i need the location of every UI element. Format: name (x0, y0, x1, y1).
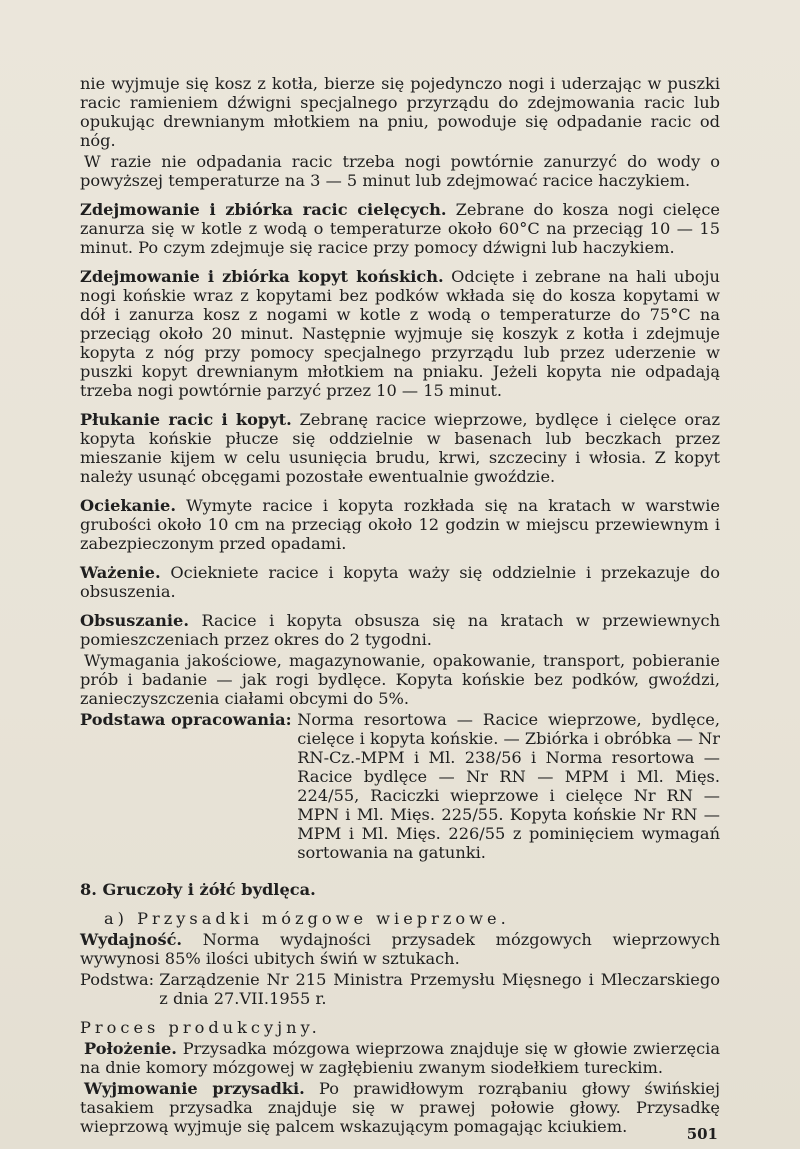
paragraph-text: Norma wydajności przysadek mózgowych wieprzowych wywynosi 85% ilości ubitych świń w sztukach. (80, 930, 720, 968)
paragraph-text: Zebranę racice wieprzowe, bydlęce i cielęce oraz kopyta końskie płucze się oddzielnie w basenach lub beczkach przez mieszanie kijem w celu usunięcia brudu, krwi, szczeciny i włosia. Z kopyt należy usunąć obcęgami pozostałe ewentualnie gwoździe. (80, 410, 720, 486)
paragraph-text: Ociekniete racice i kopyta waży się oddzielnie i przekazuje do obsuszenia. (80, 563, 720, 601)
paragraph-heading: Ważenie. (80, 563, 161, 582)
paragraph-heading: Obsuszanie. (80, 611, 189, 630)
paragraph-heading: Wyjmowanie przysadki. (84, 1079, 305, 1098)
paragraph-heading: Płukanie racic i kopyt. (80, 410, 292, 429)
paragraph-rinsing (80, 410, 720, 486)
section-title (80, 880, 720, 899)
paragraph-text: Wymagania jakościowe, magazynowanie, opakowanie, transport, pobieranie prób i badanie — jak rogi bydlęce. Kopyta końskie bez podków, gwoździ, zanieczyszczenia ciałami obcymi do 5%. (80, 651, 720, 708)
paragraph-text: Przysadka mózgowa wieprzowa znajduje się w głowie zwierzęcia na dnie komory mózgowej w zagłębieniu zwanym siodełkiem tureckim. (80, 1039, 720, 1077)
paragraph-text: W razie nie odpadania racic trzeba nogi powtórnie zanurzyć do wody o powyższej temperaturze na 3 — 5 minut lub zdejmować racice haczykiem. (80, 152, 720, 190)
paragraph-requirements (80, 651, 720, 708)
page-number: 501 (686, 1125, 718, 1143)
paragraph-yield (80, 930, 720, 968)
section-title-text: 8. Gruczoły i żółć bydlęca. (80, 880, 316, 899)
paragraph-text: Racice i kopyta obsusza się na kratach w przewiewnych pomieszczeniach przez okres do 2 tygodni. (80, 611, 720, 649)
basis-decree-text: Zarządzenie Nr 215 Ministra Przemysłu Mięsnego i Mleczarskiego z dnia 27.VII.1955 r. (159, 970, 720, 1008)
paragraph-draining (80, 496, 720, 553)
process-title-text: Proces produkcyjny. (80, 1018, 321, 1037)
paragraph-position (80, 1039, 720, 1077)
paragraph-heading: Zdejmowanie i zbiórka kopyt końskich. (80, 267, 444, 286)
basis-text: Norma resortowa — Racice wieprzowe, bydlęce, cielęce i kopyta końskie. — Zbiórka i obróbka — Nr RN-Cz.-MPM i Ml. 238/56 i Norma resortowa — Racice bydlęce — Nr RN — MPM i Ml. Mięs. 224/55, Raciczki wieprzowe i cielęce Nr RN — MPN i Ml. Mięs. 225/55. Kopyta końskie Nr RN — MPM i Ml. Mięs. 226/55 z pominięciem wymagań sortowania na gatunki. (297, 710, 720, 862)
basis-of-elaboration (80, 710, 720, 862)
basis-decree (80, 970, 720, 1008)
subsection-title-text: a) Przysadki mózgowe wieprzowe. (104, 909, 510, 928)
paragraph-heading: Zdejmowanie i zbiórka racic cielęcych. (80, 200, 447, 219)
paragraph-removal (80, 1079, 720, 1136)
process-title (80, 1018, 720, 1037)
paragraph-calf-hooves (80, 200, 720, 257)
paragraph-text: Odcięte i zebrane na hali uboju nogi końskie wraz z kopytami bez podków wkłada się do kosza kopytami w dół i zanurza kosz z nogami w kotle z wodą o temperaturze do 75°C na przeciąg około 20 minut. Następnie wyjmuje się koszyk z kotła i zdejmuje kopyta z nóg przy pomocy specjalnego przyrządu lub przez uderzenie w puszki kopyt drewnianym młotkiem na pniaku. Jeżeli kopyta nie odpadają trzeba nogi powtórnie parzyć przez 10 — 15 minut. (80, 267, 720, 400)
basis-decree-label: Podstwa: (80, 970, 160, 989)
paragraph-continuation (80, 74, 720, 150)
paragraph-weighing (80, 563, 720, 601)
basis-label: Podstawa opracowania: (80, 710, 298, 729)
paragraph-heading: Położenie. (84, 1039, 177, 1058)
paragraph-text: Zebrane do kosza nogi cielęce zanurza się w kotle z wodą o temperaturze około 60°C na przeciąg 10 — 15 minut. Po czym zdejmuje się racice przy pomocy dźwigni lub haczykiem. (80, 200, 720, 257)
paragraph-text: nie wyjmuje się kosz z kotła, bierze się pojedynczo nogi i uderzając w puszki racic ramieniem dźwigni specjalnego przyrządu do zdejmowania racic lub opukując drewnianym młotkiem na pniu, powoduje się odpadanie racic od nóg. (80, 74, 720, 150)
paragraph-horse-hooves (80, 267, 720, 400)
paragraph-drying (80, 611, 720, 649)
paragraph-text: Wymyte racice i kopyta rozkłada się na kratach w warstwie grubości około 10 cm na przeciąg około 12 godzin w miejscu przewiewnym i zabezpieczonym przed opadami. (80, 496, 720, 553)
paragraph-heading: Ociekanie. (80, 496, 176, 515)
paragraph-text: Po prawidłowym rozrąbaniu głowy świńskiej tasakiem przysadka znajduje się w prawej połowie głowy. Przysadkę wieprzową wyjmuje się palcem wskazującym pomagając kciukiem. (80, 1079, 721, 1136)
paragraph-heading: Wydajność. (80, 930, 183, 949)
paragraph-no-drop (80, 152, 720, 190)
subsection-title (100, 909, 720, 928)
